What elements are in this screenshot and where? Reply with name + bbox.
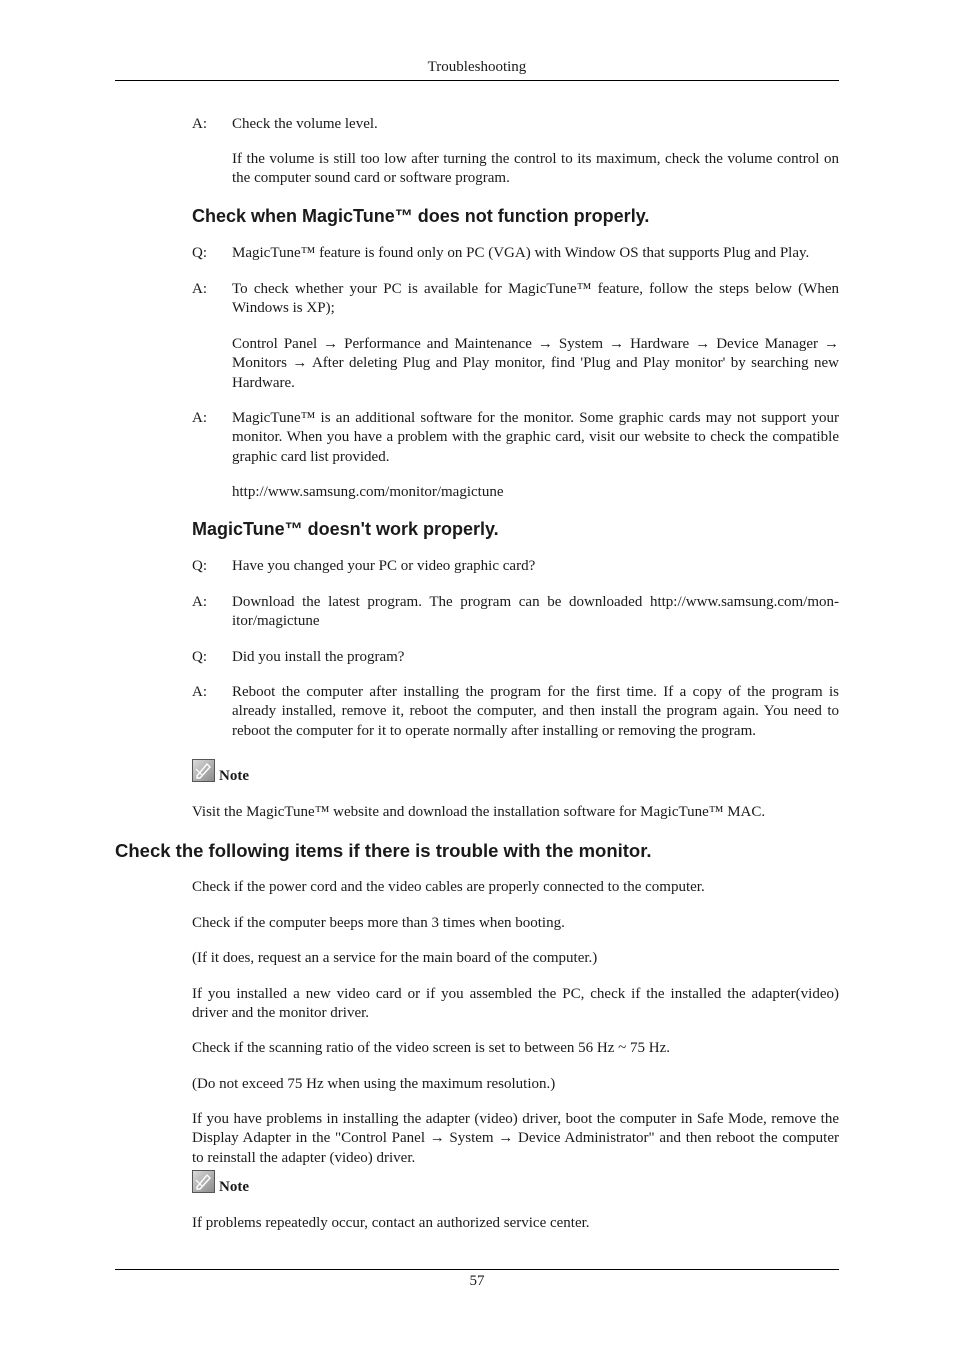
answer-item [192,280,839,319]
section-heading-monitor-trouble: Check the following items if there is trouble with the monitor. [115,840,652,861]
answer-text: To check whether your PC is available for MagicTune™ feature, follow the steps below (When Windows is XP); [232,281,839,317]
answer-text: Check the volume level. [232,116,378,132]
section-heading-magictune-doesnt-work: MagicTune™ doesn't work properly. [192,519,499,539]
check-paragraph: (Do not exceed 75 Hz when using the maximum resolution.) [192,1076,556,1092]
note-label: Note [219,1179,249,1195]
check-paragraph: Check if the scanning ratio of the video screen is set to between 56 Hz ~ 75 Hz. [192,1040,670,1056]
answer-label: A: [192,281,207,297]
note-pencil-icon [192,1170,215,1193]
note-label: Note [219,768,249,784]
answer-text: Download the latest program. The program can be downloaded http://www.samsung.com/mon-itor/magictune [232,594,839,630]
question-item [192,648,839,667]
check-paragraph: If you installed a new video card or if you assembled the PC, check if the installed the adapter(video) driver and the monitor driver. [192,986,839,1022]
check-paragraph: If you have problems in installing the adapter (video) driver, boot the computer in Safe Mode, remove the Display Adapter in the "Control Panel → System → Device Administrator" and then reboot the computer to reinstall the adapter (video) driver. [192,1111,839,1166]
magictune-url-link[interactable]: http://www.samsung.com/monitor/magictune [232,484,504,500]
answer-text: MagicTune™ is an additional software for the monitor. Some graphic cards may not support your monitor. When you have a problem with the graphic card, visit our website to check the compatible graphic card list provided. [232,410,839,465]
answer-label: A: [192,116,207,132]
question-text: MagicTune™ feature is found only on PC (VGA) with Window OS that supports Plug and Play. [232,245,810,261]
page-header [115,58,839,81]
volume-paragraph: If the volume is still too low after turning the control to its maximum, check the volume control on the computer sound card or software program. [232,151,839,187]
page-number: 57 [469,1273,485,1289]
answer-label: A: [192,684,207,700]
answer-item [192,683,839,741]
section-heading-magictune-function: Check when MagicTune™ does not function properly. [192,206,650,226]
question-item [192,557,839,576]
answer-item [192,593,839,632]
question-label: Q: [192,558,207,574]
check-paragraph: (If it does, request an a service for the main board of the computer.) [192,950,598,966]
answer-volume [192,115,839,134]
answer-label: A: [192,594,207,610]
question-label: Q: [192,649,207,665]
question-item [192,244,839,263]
note-callout [192,759,249,785]
note-text: Visit the MagicTune™ website and download the installation software for MagicTune™ MAC. [192,804,766,820]
question-text: Have you changed your PC or video graphic card? [232,558,536,574]
question-label: Q: [192,245,207,261]
footer-divider [115,1269,839,1270]
header-title: Troubleshooting [427,59,527,75]
check-paragraph: Check if the power cord and the video cables are properly connected to the computer. [192,879,705,895]
answer-item [192,409,839,467]
answer-label: A: [192,410,207,426]
check-paragraph: Check if the computer beeps more than 3 times when booting. [192,915,565,931]
note-text: If problems repeatedly occur, contact an authorized service center. [192,1215,590,1231]
question-text: Did you install the program? [232,649,405,665]
note-callout [192,1170,249,1196]
note-pencil-icon [192,759,215,782]
answer-text: Reboot the computer after installing the program for the first time. If a copy of the program is already installed, remove it, reboot the computer, and then install the program again. You need to reboot the computer for it to operate normally after installing or removing the program. [232,684,839,739]
control-panel-steps: Control Panel → Performance and Maintenance → System → Hardware → Device Manager → Monitors → After deleting Plug and Play monitor, find 'Plug and Play monitor' by searching new Hardware. [232,336,839,391]
